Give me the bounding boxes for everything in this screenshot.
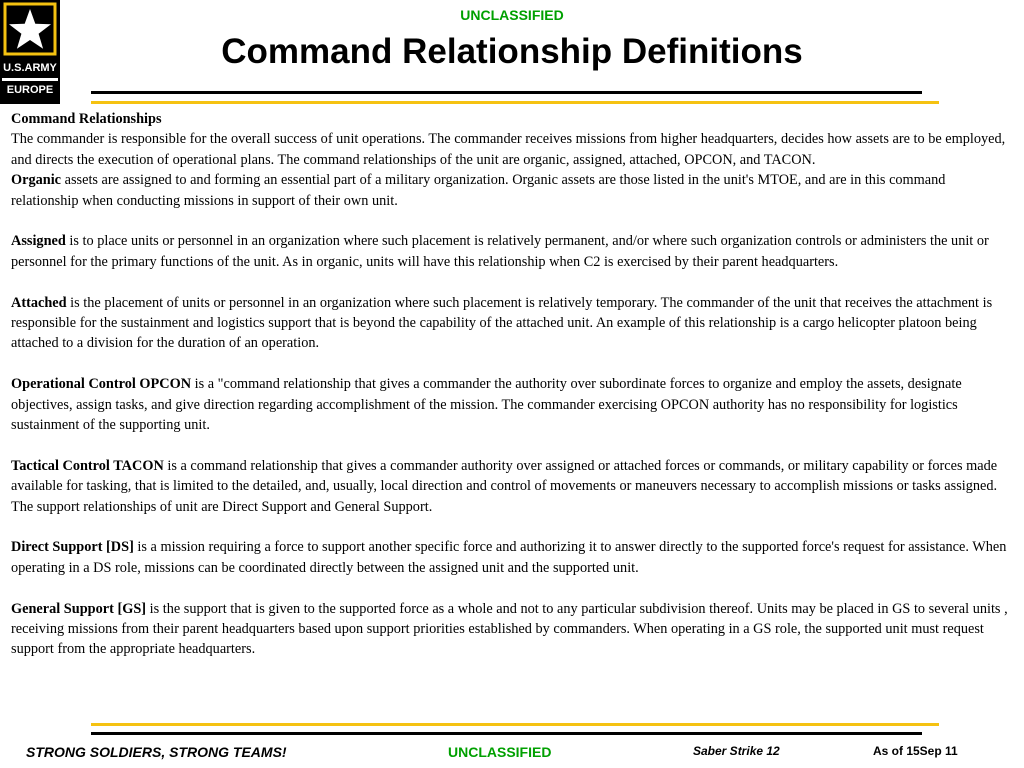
support-intro: The support relationships of unit are Direct Support and General Support. <box>11 498 433 515</box>
exercise-name: Saber Strike 12 <box>693 744 780 758</box>
spacer <box>11 578 1015 598</box>
definition-assigned <box>11 231 1015 272</box>
definition-general-support-text: is the support that is given to the supported force as a whole and not to any particular subdivision thereof. Units may be placed in GS to several units , receiving missions from their parent headquarters based upon support priorities established by commanders. When operating in a GS role, the supported unit must request support from the appropriate headquarters. <box>11 600 1008 658</box>
header-rule-black <box>91 91 922 94</box>
logo-divider <box>2 78 58 81</box>
definition-organic <box>11 170 1015 211</box>
definition-opcon-text: is a "command relationship that gives a commander the authority over subordinate forces to organize and employ the assets, designate objectives, assign tasks, and give direction regarding accomplishment of the mission. The commander exercising OPCON authority has no responsibility for logistics sustainment of the supporting unit. <box>11 376 962 434</box>
definition-direct-support <box>11 537 1015 578</box>
definition-attached-text: is the placement of units or personnel in an organization where such placement is relatively temporary. The commander of the unit that receives the attachment is responsible for the sustainment and logistics support that is beyond the capability of the attached unit. An example of this relationship is a cargo helicopter platoon being attached to a division for the duration of an operation. <box>11 294 993 352</box>
spacer <box>11 211 1015 231</box>
term-assigned: Assigned <box>11 233 66 250</box>
term-attached: Attached <box>11 294 67 311</box>
term-general-support: General Support [GS] <box>11 600 147 617</box>
definition-opcon <box>11 374 1015 435</box>
definition-assigned-text: is to place units or personnel in an organization where such placement is relatively permanent, and/or where such organization controls or administers the unit or personnel for the primary functions of the unit. As in organic, units will have this relationship when C2 is exercised by their parent headquarters. <box>11 233 989 270</box>
page-title: Command Relationship Definitions <box>221 32 803 71</box>
spacer <box>11 272 1015 292</box>
spacer <box>11 435 1015 455</box>
intro-paragraph <box>11 109 1015 129</box>
header-rule-gold <box>91 101 939 104</box>
term-organic: Organic <box>11 172 62 189</box>
term-tacon: Tactical Control TACON <box>11 457 164 474</box>
spacer <box>11 354 1015 374</box>
classification-banner-top: UNCLASSIFIED <box>460 7 564 23</box>
spacer <box>11 517 1015 537</box>
definitions-body <box>11 109 1015 660</box>
intro-heading: Command Relationships <box>11 111 162 127</box>
intro-text: The commander is responsible for the overall success of unit operations. The commander receives missions from higher headquarters, decides how assets are to be employed, and directs the execution of operational plans. The command relationships of the unit are organic, assigned, attached, OPCON, and TACON. <box>11 131 1006 168</box>
logo-line-1: U.S.ARMY <box>3 62 57 74</box>
classification-banner-bottom: UNCLASSIFIED <box>448 744 552 760</box>
term-opcon: Operational Control OPCON <box>11 376 192 393</box>
footer-rule-gold <box>91 723 939 726</box>
definition-tacon <box>11 456 1015 497</box>
as-of-date: As of 15Sep 11 <box>873 744 958 758</box>
definition-organic-text: assets are assigned to and forming an essential part of a military organization. Organic assets are those listed in the unit's MTOE, and are in this command relationship when conducting missions in support of their own unit. <box>11 172 946 209</box>
term-direct-support: Direct Support [DS] <box>11 539 134 556</box>
logo-line-2: EUROPE <box>6 84 54 96</box>
definition-tacon-text: is a command relationship that gives a commander authority over assigned or attached forces or commands, or military capability or forces made available for tasking, that is limited to the detailed, and, usually, local direction and control of movements or maneuvers necessary to accomplish missions or tasks assigned. <box>11 457 998 495</box>
definition-direct-support-text: is a mission requiring a force to support another specific force and authorizing it to answer directly to the supported force's request for assistance. When operating in a DS role, missions can be coordinated directly between the assigned unit and the supported unit. <box>11 539 1007 576</box>
definition-attached <box>11 293 1015 354</box>
footer-rule-black <box>91 732 922 735</box>
definition-general-support <box>11 599 1015 660</box>
footer-motto: STRONG SOLDIERS, STRONG TEAMS! <box>26 744 287 760</box>
